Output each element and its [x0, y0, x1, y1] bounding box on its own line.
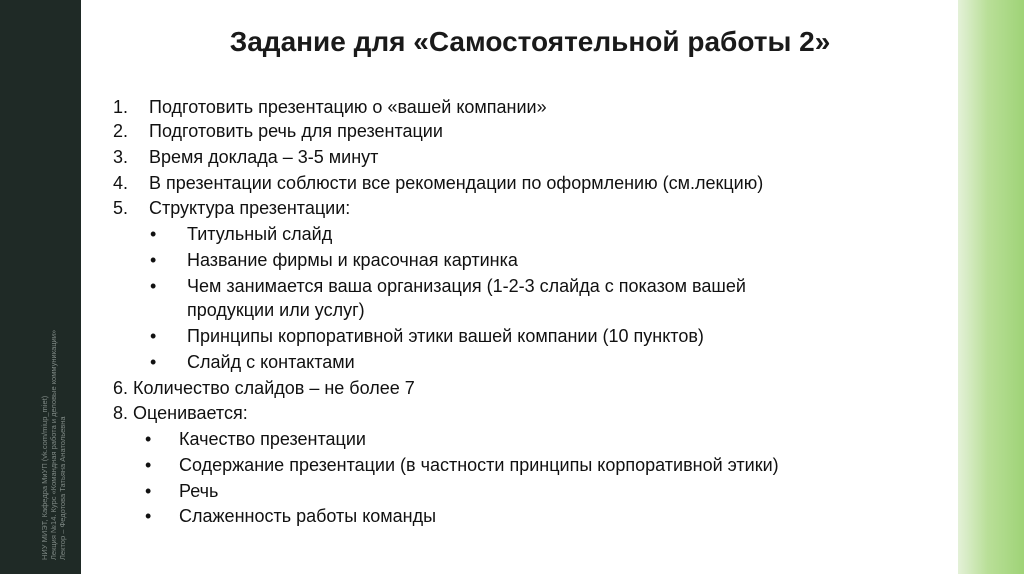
bullet-icon: •	[150, 352, 157, 372]
bullet-item: Слаженность работы команды	[179, 506, 437, 526]
list-item: Подготовить речь для презентации	[149, 121, 443, 141]
list-number: 4.	[113, 173, 129, 193]
list-item: 6. Количество слайдов – не более 7	[113, 378, 415, 398]
right-green-strip	[958, 0, 1024, 574]
sidebar-line: НИУ МИЭТ, Кафедра МиУП (vk.com/miup_miet)	[40, 395, 49, 560]
list-number: 3.	[113, 147, 129, 167]
bullet-item: Качество презентации	[179, 429, 366, 449]
sidebar-line: Лекция №14. Курс «Командная работа и деловые коммуникации»	[49, 329, 58, 560]
bullet-icon: •	[150, 224, 157, 244]
sidebar-line: Лектор – Федотова Татьяна Анатольевна	[58, 416, 67, 560]
sidebar-caption	[0, 0, 81, 574]
slide-title: Задание для «Самостоятельной работы 2»	[229, 26, 831, 57]
bullet-icon: •	[150, 250, 157, 270]
bullet-icon: •	[145, 455, 152, 475]
bullet-icon: •	[150, 276, 157, 296]
bullet-item-continuation: продукции или услуг)	[187, 300, 365, 320]
list-item: Структура презентации:	[149, 198, 351, 218]
bullet-item: Название фирмы и красочная картинка	[187, 250, 518, 270]
bullet-item: Принципы корпоративной этики вашей компании (10 пунктов)	[187, 326, 704, 346]
bullet-item: Содержание презентации (в частности принципы корпоративной этики)	[179, 455, 779, 475]
bullet-item: Речь	[179, 481, 219, 501]
list-number: 1.	[113, 97, 129, 117]
bullet-item: Слайд с контактами	[187, 352, 355, 372]
bullet-icon: •	[145, 481, 152, 501]
bullet-icon: •	[145, 429, 152, 449]
list-number: 5.	[113, 198, 129, 218]
list-item: 8. Оценивается:	[113, 403, 248, 423]
list-number: 2.	[113, 121, 129, 141]
list-item: В презентации соблюсти все рекомендации по оформлению (см.лекцию)	[149, 173, 764, 193]
bullet-item: Чем занимается ваша организация (1-2-3 слайда с показом вашей	[187, 276, 746, 296]
bullet-item: Титульный слайд	[187, 224, 333, 244]
list-item: Время доклада – 3-5 минут	[149, 147, 379, 167]
list-item: Подготовить презентацию о «вашей компании»	[149, 97, 547, 117]
bullet-icon: •	[145, 506, 152, 526]
bullet-icon: •	[150, 326, 157, 346]
